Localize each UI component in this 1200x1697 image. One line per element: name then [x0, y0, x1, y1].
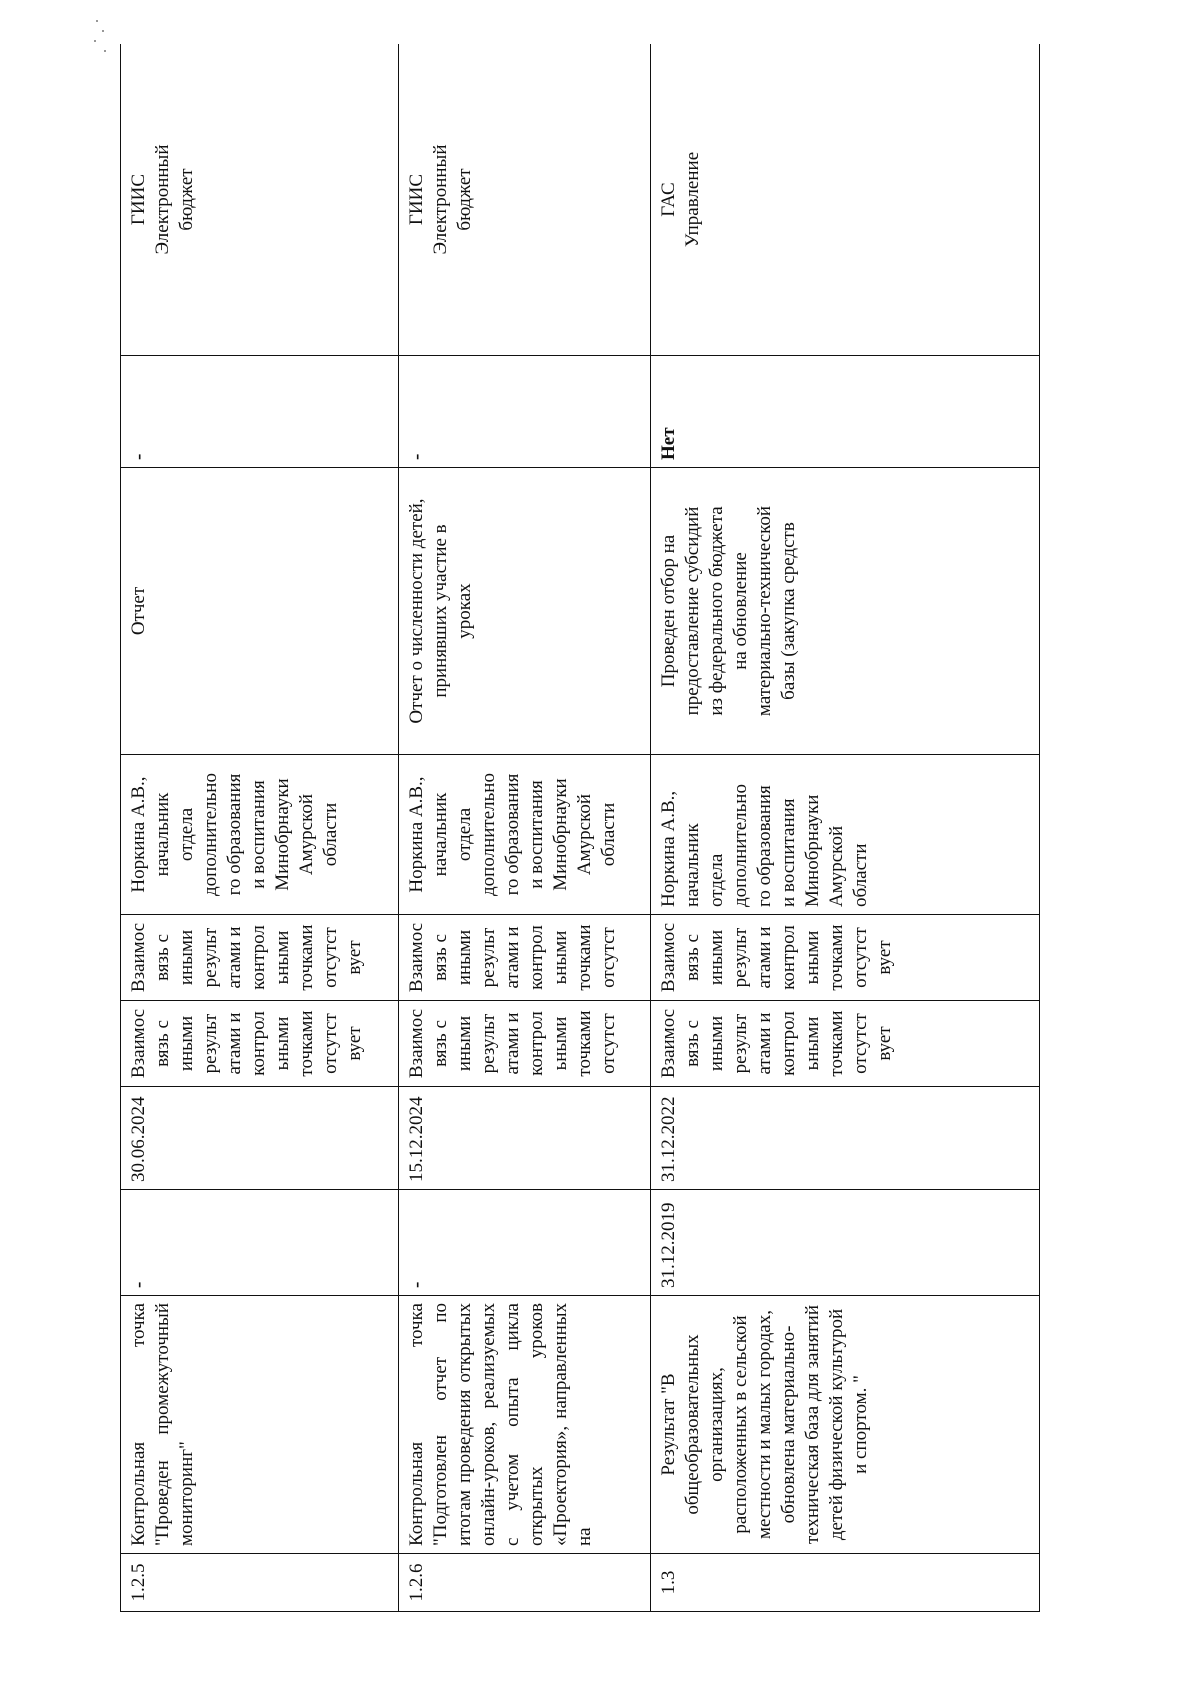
document-type: Проведен отбор на предоставление субсидий из федерального бюджета на обновление материально-технической базы (закупка средств: [651, 468, 1040, 755]
row-number: 1.2.5: [121, 1554, 399, 1612]
responsible-person: Норкина А.В., начальник отдела дополнительно го образования и воспитания Минобрнауки Амурской области: [121, 755, 399, 915]
results-table: [120, 44, 1040, 1612]
information-system: ГИИС Электронный бюджет: [121, 44, 399, 356]
responsible-person: Норкина А.В., начальник отдела дополнительно го образования и воспитания Минобрнауки Амурской области: [399, 755, 651, 915]
flag-value: -: [121, 356, 399, 468]
responsible-person: Норкина А.В., начальник отдела дополнительно го образования и воспитания Минобрнауки Амурской области: [651, 755, 1040, 915]
link-next: Взаимос вязь с иными результ атами и контрол ьными точками отсутст вует: [651, 915, 1040, 1001]
start-date: -: [121, 1190, 399, 1296]
link-next: Взаимос вязь с иными результ атами и контрол ьными точками отсутст: [399, 915, 651, 1001]
document-type: Отчет: [121, 468, 399, 755]
table-row: [651, 44, 1040, 1612]
row-name: Контрольная точка "Проведен промежуточный мониторинг": [121, 1296, 399, 1554]
information-system: ГАС Управление: [651, 44, 1040, 356]
scan-specks: [92, 18, 112, 58]
document-type: Отчет о численности детей, принявших участие в уроках: [399, 468, 651, 755]
row-number: 1.2.6: [399, 1554, 651, 1612]
start-date: -: [399, 1190, 651, 1296]
row-number: 1.3: [651, 1554, 1040, 1612]
page-frame: [120, 44, 1040, 1612]
link-previous: Взаимос вязь с иными результ атами и контрол ьными точками отсутст: [399, 1001, 651, 1087]
row-name: Результат "В общеобразовательных организациях, расположенных в сельской местности и малых городах, обновлена материально-техническая база для занятий детей физической культурой и спортом. ": [651, 1296, 1040, 1554]
flag-value: Нет: [651, 356, 1040, 468]
link-previous: Взаимос вязь с иными результ атами и контрол ьными точками отсутст вует: [651, 1001, 1040, 1087]
start-date: 31.12.2019: [651, 1190, 1040, 1296]
row-name: Контрольная точка "Подготовлен отчет по итогам проведения открытых онлайн-уроков, реализуемых с учетом опыта цикла открытых уроков «Проектория», направленных на: [399, 1296, 651, 1554]
table-row: [399, 44, 651, 1612]
rotated-table-wrapper: [120, 44, 1040, 1612]
link-next: Взаимос вязь с иными результ атами и контрол ьными точками отсутст вует: [121, 915, 399, 1001]
end-date: 31.12.2022: [651, 1087, 1040, 1190]
end-date: 15.12.2024: [399, 1087, 651, 1190]
table-row: [121, 44, 399, 1612]
information-system: ГИИС Электронный бюджет: [399, 44, 651, 356]
link-previous: Взаимос вязь с иными результ атами и контрол ьными точками отсутст вует: [121, 1001, 399, 1087]
flag-value: -: [399, 356, 651, 468]
end-date: 30.06.2024: [121, 1087, 399, 1190]
